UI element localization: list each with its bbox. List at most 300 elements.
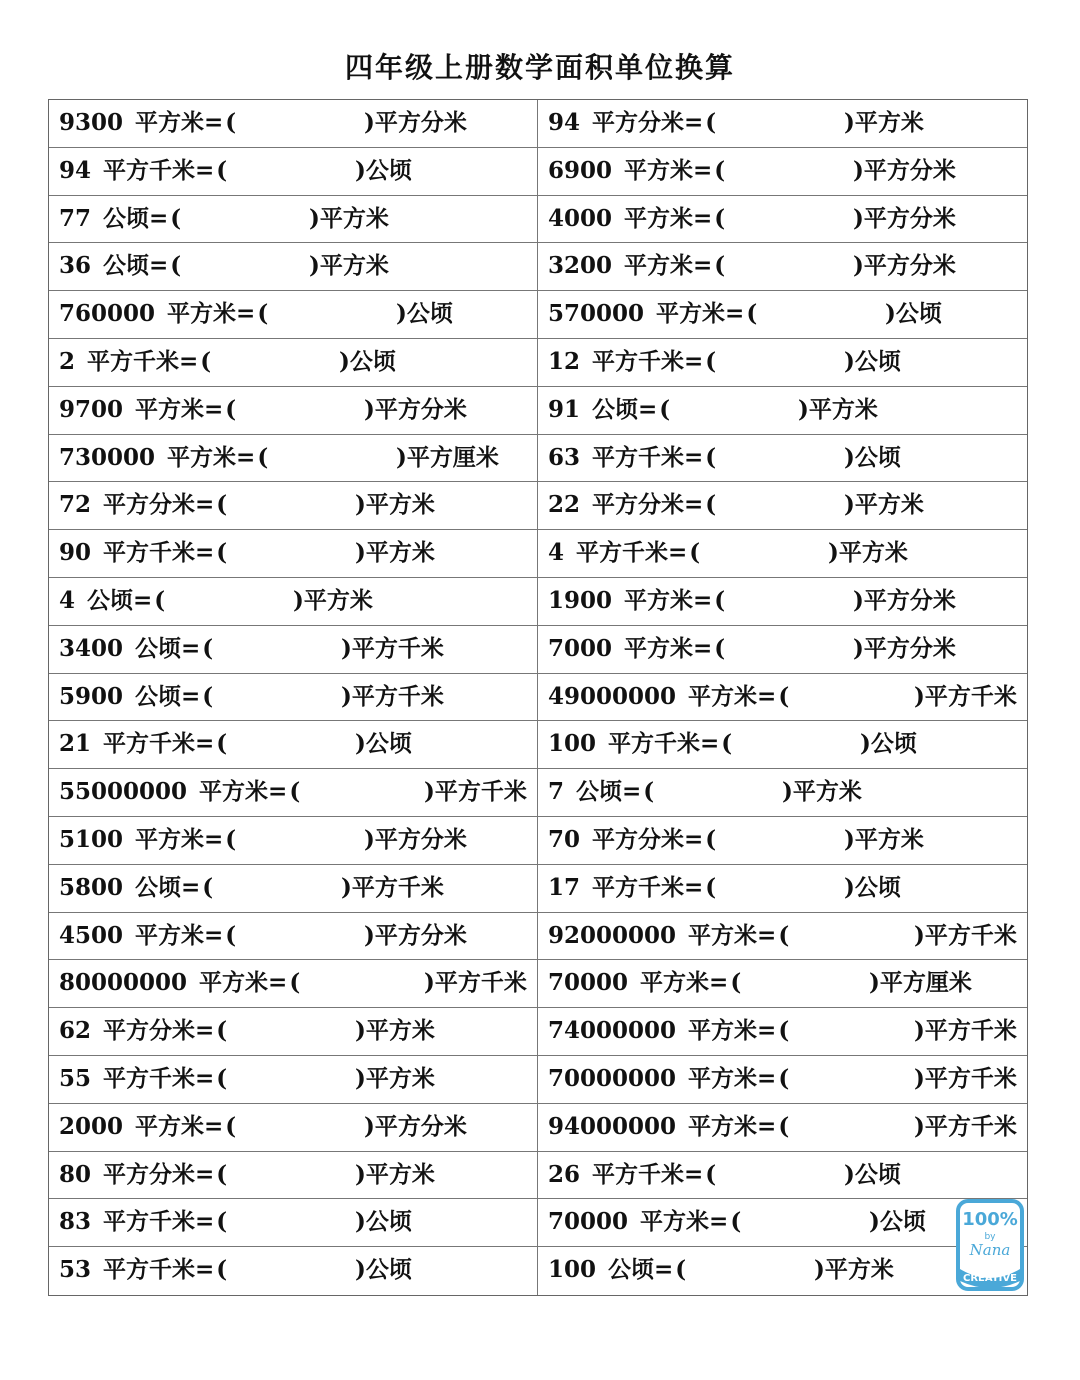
- target-unit: )平方千米: [424, 778, 527, 806]
- question-number: 12: [548, 347, 581, 375]
- equals-sign: =: [204, 109, 224, 136]
- question-number: 2: [59, 347, 76, 375]
- exercise-cell-right: [538, 243, 1027, 290]
- target-unit: )平方米: [355, 1064, 435, 1092]
- table-row: [49, 530, 1027, 578]
- question-text: [59, 1008, 227, 1054]
- question-text: [548, 1008, 789, 1054]
- from-unit: 公顷: [135, 634, 182, 662]
- question-number: 26: [548, 1160, 581, 1188]
- open-paren: (: [778, 1112, 790, 1140]
- question-number: 70000000: [548, 1064, 677, 1092]
- exercise-cell-left: [49, 578, 538, 625]
- exercise-cell-right: [538, 1152, 1027, 1199]
- question-number: 72: [59, 491, 92, 519]
- question-text: [548, 769, 654, 815]
- equals-sign: =: [181, 873, 201, 901]
- target-unit: )平方分米: [364, 1112, 467, 1140]
- from-unit: 平方千米: [103, 730, 196, 758]
- question-number: 77: [59, 204, 92, 232]
- equals-sign: =: [709, 969, 729, 997]
- question-text: [548, 674, 789, 720]
- table-row: [49, 482, 1027, 530]
- question-number: 4: [548, 539, 565, 567]
- target-unit: )平方米: [309, 252, 389, 280]
- question-number: 74000000: [548, 1017, 677, 1045]
- from-unit: 平方分米: [592, 109, 685, 136]
- exercise-cell-right: [538, 148, 1027, 195]
- question-number: 9700: [59, 395, 124, 423]
- from-unit: 平方米: [135, 395, 205, 423]
- question-text: [59, 243, 181, 289]
- question-number: 17: [548, 873, 581, 901]
- question-text: [548, 339, 716, 385]
- question-text: [59, 721, 227, 767]
- table-row: [49, 769, 1027, 817]
- target-unit: )平方千米: [914, 1017, 1017, 1045]
- equals-sign: =: [668, 539, 688, 567]
- question-text: [59, 148, 227, 194]
- exercise-cell-left: [49, 1247, 538, 1295]
- open-paren: (: [225, 1112, 237, 1140]
- exercise-cell-left: [49, 817, 538, 864]
- equals-sign: =: [236, 300, 256, 328]
- question-text: [59, 196, 181, 242]
- from-unit: 平方千米: [592, 1160, 685, 1188]
- target-unit: )平方千米: [341, 873, 444, 901]
- equals-sign: =: [195, 1064, 215, 1092]
- question-text: [548, 482, 716, 528]
- question-text: [59, 1247, 227, 1293]
- open-paren: (: [154, 586, 166, 614]
- open-paren: (: [216, 730, 228, 758]
- table-row: [49, 865, 1027, 913]
- table-row: [49, 1104, 1027, 1152]
- question-text: [548, 435, 716, 481]
- from-unit: 平方米: [624, 204, 694, 232]
- question-text: [548, 1104, 789, 1150]
- from-unit: 平方米: [688, 921, 758, 949]
- question-text: [59, 339, 211, 385]
- table-row: [49, 913, 1027, 961]
- exercise-cell-left: [49, 435, 538, 482]
- target-unit: )公顷: [355, 156, 412, 184]
- target-unit: )公顷: [396, 300, 453, 328]
- from-unit: 平方千米: [576, 539, 669, 567]
- table-row: [49, 674, 1027, 722]
- open-paren: (: [170, 204, 182, 232]
- question-text: [548, 1152, 716, 1198]
- table-row: [49, 1199, 1027, 1247]
- from-unit: 平方分米: [592, 491, 685, 519]
- question-text: [548, 1247, 686, 1293]
- target-unit: )平方千米: [914, 921, 1017, 949]
- from-unit: 公顷: [103, 204, 150, 232]
- open-paren: (: [689, 539, 701, 567]
- question-number: 3400: [59, 634, 124, 662]
- from-unit: 平方米: [167, 443, 237, 471]
- exercise-cell-left: [49, 339, 538, 386]
- from-unit: 平方米: [167, 300, 237, 328]
- equals-sign: =: [181, 682, 201, 710]
- exercise-cell-left: [49, 1152, 538, 1199]
- table-row: [49, 435, 1027, 483]
- target-unit: )平方米: [798, 395, 878, 423]
- question-text: [59, 913, 236, 959]
- exercise-cell-left: [49, 1104, 538, 1151]
- target-unit: )公顷: [869, 1208, 926, 1236]
- question-number: 5100: [59, 825, 124, 853]
- exercise-cell-left: [49, 960, 538, 1007]
- equals-sign: =: [179, 347, 199, 375]
- exercise-cell-left: [49, 148, 538, 195]
- equals-sign: =: [725, 300, 745, 328]
- from-unit: 平方千米: [103, 1256, 196, 1284]
- question-number: 94: [548, 109, 581, 136]
- target-unit: )平方分米: [853, 252, 956, 280]
- equals-sign: =: [693, 156, 713, 184]
- from-unit: 平方米: [135, 1112, 205, 1140]
- target-unit: )公顷: [339, 347, 396, 375]
- from-unit: 平方米: [624, 252, 694, 280]
- from-unit: 公顷: [592, 395, 639, 423]
- exercise-cell-right: [538, 913, 1027, 960]
- question-number: 7000: [548, 634, 613, 662]
- table-row: [49, 960, 1027, 1008]
- from-unit: 平方千米: [103, 1208, 196, 1236]
- equals-sign: =: [204, 825, 224, 853]
- target-unit: )平方分米: [364, 395, 467, 423]
- equals-sign: =: [684, 873, 704, 901]
- open-paren: (: [705, 873, 717, 901]
- exercise-cell-left: [49, 1056, 538, 1103]
- question-text: [548, 196, 725, 242]
- question-text: [548, 960, 741, 1006]
- question-text: [59, 1199, 227, 1245]
- question-number: 80: [59, 1160, 92, 1188]
- equals-sign: =: [133, 586, 153, 614]
- question-number: 5800: [59, 873, 124, 901]
- equals-sign: =: [268, 969, 288, 997]
- open-paren: (: [257, 443, 269, 471]
- equals-sign: =: [195, 1017, 215, 1045]
- equals-sign: =: [195, 1256, 215, 1284]
- table-row: [49, 578, 1027, 626]
- question-number: 53: [59, 1256, 92, 1284]
- equals-sign: =: [181, 634, 201, 662]
- equals-sign: =: [195, 491, 215, 519]
- question-text: [59, 769, 300, 815]
- target-unit: )平方千米: [341, 682, 444, 710]
- open-paren: (: [202, 873, 214, 901]
- open-paren: (: [714, 634, 726, 662]
- exercise-cell-left: [49, 530, 538, 577]
- equals-sign: =: [195, 1208, 215, 1236]
- question-text: [548, 865, 716, 911]
- equals-sign: =: [204, 395, 224, 423]
- target-unit: )平方米: [309, 204, 389, 232]
- exercise-cell-right: [538, 482, 1027, 529]
- target-unit: )公顷: [355, 730, 412, 758]
- question-text: [59, 482, 227, 528]
- equals-sign: =: [684, 109, 704, 136]
- equals-sign: =: [757, 921, 777, 949]
- open-paren: (: [289, 969, 301, 997]
- equals-sign: =: [693, 252, 713, 280]
- exercise-cell-left: [49, 100, 538, 147]
- target-unit: )平方分米: [853, 156, 956, 184]
- question-number: 90: [59, 539, 92, 567]
- equals-sign: =: [693, 586, 713, 614]
- question-number: 21: [59, 730, 92, 758]
- exercise-cell-right: [538, 721, 1027, 768]
- exercise-cell-right: [538, 1056, 1027, 1103]
- exercise-cell-left: [49, 482, 538, 529]
- table-row: [49, 100, 1027, 148]
- open-paren: (: [225, 921, 237, 949]
- open-paren: (: [746, 300, 758, 328]
- question-number: 4000: [548, 204, 613, 232]
- question-text: [548, 913, 789, 959]
- open-paren: (: [216, 1256, 228, 1284]
- table-row: [49, 626, 1027, 674]
- question-number: 70000: [548, 1208, 629, 1236]
- open-paren: (: [714, 586, 726, 614]
- question-text: [548, 387, 670, 433]
- target-unit: )平方米: [828, 539, 908, 567]
- question-text: [59, 865, 213, 911]
- exercise-cell-right: [538, 196, 1027, 243]
- open-paren: (: [705, 1160, 717, 1188]
- question-text: [548, 1056, 789, 1102]
- equals-sign: =: [195, 539, 215, 567]
- equals-sign: =: [757, 1064, 777, 1092]
- open-paren: (: [778, 1017, 790, 1045]
- question-number: 100: [548, 1256, 597, 1284]
- question-text: [59, 578, 165, 624]
- equals-sign: =: [709, 1208, 729, 1236]
- question-text: [59, 626, 213, 672]
- open-paren: (: [225, 109, 237, 136]
- open-paren: (: [705, 825, 717, 853]
- from-unit: 平方千米: [608, 730, 701, 758]
- equals-sign: =: [195, 730, 215, 758]
- exercise-cell-right: [538, 291, 1027, 338]
- open-paren: (: [289, 778, 301, 806]
- exercise-cell-right: [538, 435, 1027, 482]
- table-row: [49, 148, 1027, 196]
- open-paren: (: [202, 682, 214, 710]
- from-unit: 平方米: [199, 969, 269, 997]
- from-unit: 平方米: [688, 1112, 758, 1140]
- question-number: 55: [59, 1064, 92, 1092]
- exercise-cell-right: [538, 100, 1027, 147]
- question-text: [59, 817, 236, 863]
- from-unit: 公顷: [135, 682, 182, 710]
- exercise-cell-left: [49, 674, 538, 721]
- target-unit: )平方分米: [364, 825, 467, 853]
- question-number: 94: [59, 156, 92, 184]
- open-paren: (: [170, 252, 182, 280]
- target-unit: )平方分米: [853, 634, 956, 662]
- equals-sign: =: [195, 156, 215, 184]
- page-title: 四年级上册数学面积单位换算: [344, 51, 735, 84]
- equals-sign: =: [757, 682, 777, 710]
- question-text: [59, 100, 236, 146]
- exercise-cell-left: [49, 1199, 538, 1246]
- exercise-cell-right: [538, 1008, 1027, 1055]
- from-unit: 公顷: [103, 252, 150, 280]
- target-unit: )平方千米: [341, 634, 444, 662]
- table-row: [49, 196, 1027, 244]
- open-paren: (: [714, 204, 726, 232]
- question-text: [548, 530, 700, 576]
- question-number: 760000: [59, 300, 156, 328]
- question-text: [59, 435, 268, 481]
- target-unit: )平方千米: [914, 1112, 1017, 1140]
- question-number: 4500: [59, 921, 124, 949]
- from-unit: 平方米: [135, 109, 205, 136]
- exercise-cell-right: [538, 339, 1027, 386]
- target-unit: )平方米: [355, 539, 435, 567]
- from-unit: 平方米: [135, 921, 205, 949]
- open-paren: (: [659, 395, 671, 423]
- badge-top-text: 100%: [962, 1209, 1018, 1230]
- target-unit: )平方厘米: [869, 969, 972, 997]
- from-unit: 平方分米: [103, 491, 196, 519]
- table-row: [49, 243, 1027, 291]
- badge-name-text: Nana: [969, 1241, 1011, 1259]
- exercise-cell-right: [538, 626, 1027, 673]
- target-unit: )平方厘米: [396, 443, 499, 471]
- table-row: [49, 339, 1027, 387]
- question-text: [548, 578, 725, 624]
- question-number: 63: [548, 443, 581, 471]
- open-paren: (: [721, 730, 733, 758]
- open-paren: (: [225, 395, 237, 423]
- question-number: 7: [548, 778, 565, 806]
- target-unit: )平方米: [355, 1017, 435, 1045]
- equals-sign: =: [700, 730, 720, 758]
- target-unit: )平方分米: [853, 204, 956, 232]
- target-unit: )平方米: [844, 491, 924, 519]
- from-unit: 平方千米: [103, 156, 196, 184]
- from-unit: 平方千米: [592, 443, 685, 471]
- target-unit: )平方千米: [914, 1064, 1017, 1092]
- question-number: 9300: [59, 109, 124, 136]
- table-row: [49, 1247, 1027, 1295]
- exercise-cell-right: [538, 530, 1027, 577]
- from-unit: 平方千米: [592, 347, 685, 375]
- question-text: [59, 291, 268, 337]
- target-unit: )平方米: [355, 491, 435, 519]
- target-unit: )公顷: [355, 1256, 412, 1284]
- from-unit: 平方米: [688, 1064, 758, 1092]
- from-unit: 平方米: [688, 1017, 758, 1045]
- from-unit: 平方米: [624, 634, 694, 662]
- question-text: [59, 1104, 236, 1150]
- exercise-cell-left: [49, 387, 538, 434]
- from-unit: 平方分米: [103, 1160, 196, 1188]
- equals-sign: =: [204, 921, 224, 949]
- open-paren: (: [216, 1208, 228, 1236]
- target-unit: )平方米: [782, 778, 862, 806]
- question-text: [59, 960, 300, 1006]
- open-paren: (: [216, 491, 228, 519]
- table-row: [49, 387, 1027, 435]
- exercise-cell-left: [49, 243, 538, 290]
- target-unit: )平方分米: [853, 586, 956, 614]
- target-unit: )平方米: [355, 1160, 435, 1188]
- question-number: 62: [59, 1017, 92, 1045]
- from-unit: 平方分米: [103, 1017, 196, 1045]
- question-number: 94000000: [548, 1112, 677, 1140]
- from-unit: 公顷: [608, 1256, 655, 1284]
- exercise-cell-left: [49, 291, 538, 338]
- question-number: 70000: [548, 969, 629, 997]
- open-paren: (: [216, 156, 228, 184]
- target-unit: )公顷: [844, 347, 901, 375]
- open-paren: (: [705, 347, 717, 375]
- equals-sign: =: [195, 1160, 215, 1188]
- open-paren: (: [705, 491, 717, 519]
- table-row: [49, 1152, 1027, 1200]
- open-paren: (: [225, 825, 237, 853]
- open-paren: (: [202, 634, 214, 662]
- equals-sign: =: [204, 1112, 224, 1140]
- question-number: 3200: [548, 252, 613, 280]
- exercise-table: [48, 99, 1028, 1296]
- from-unit: 平方米: [656, 300, 726, 328]
- open-paren: (: [705, 109, 717, 136]
- target-unit: )公顷: [355, 1208, 412, 1236]
- equals-sign: =: [684, 347, 704, 375]
- open-paren: (: [778, 921, 790, 949]
- from-unit: 平方千米: [87, 347, 180, 375]
- question-text: [548, 817, 716, 863]
- open-paren: (: [705, 443, 717, 471]
- equals-sign: =: [622, 778, 642, 806]
- question-number: 5900: [59, 682, 124, 710]
- table-row: [49, 291, 1027, 339]
- question-number: 22: [548, 491, 581, 519]
- target-unit: )公顷: [844, 1160, 901, 1188]
- question-number: 4: [59, 586, 76, 614]
- open-paren: (: [778, 1064, 790, 1092]
- question-text: [59, 674, 213, 720]
- equals-sign: =: [757, 1112, 777, 1140]
- question-number: 49000000: [548, 682, 677, 710]
- question-text: [548, 626, 725, 672]
- from-unit: 平方米: [199, 778, 269, 806]
- exercise-cell-left: [49, 1008, 538, 1055]
- open-paren: (: [216, 1064, 228, 1092]
- equals-sign: =: [236, 443, 256, 471]
- from-unit: 公顷: [87, 586, 134, 614]
- table-row: [49, 1008, 1027, 1056]
- from-unit: 平方米: [640, 1208, 710, 1236]
- question-text: [548, 148, 725, 194]
- target-unit: )平方分米: [364, 921, 467, 949]
- equals-sign: =: [268, 778, 288, 806]
- question-text: [59, 1152, 227, 1198]
- open-paren: (: [714, 156, 726, 184]
- question-number: 6900: [548, 156, 613, 184]
- open-paren: (: [714, 252, 726, 280]
- equals-sign: =: [757, 1017, 777, 1045]
- question-text: [59, 387, 236, 433]
- question-number: 1900: [548, 586, 613, 614]
